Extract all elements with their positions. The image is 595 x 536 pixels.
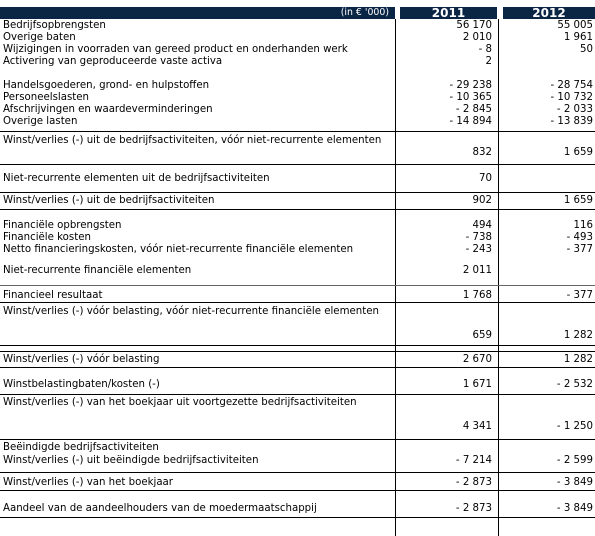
row-label: Bedrijfsopbrengsten <box>3 20 106 31</box>
row-label: Financiële opbrengsten <box>3 220 122 231</box>
row-label: Niet-recurrente financiële elementen <box>3 265 192 276</box>
row-label: Wijzigingen in voorraden van gereed product en onderhanden werk <box>3 44 348 55</box>
value-2012: - 3 849 <box>556 503 593 514</box>
year-2011-header: 2011 <box>400 7 497 19</box>
unit-header: (in € '000) <box>0 7 395 19</box>
value-2011: - 29 238 <box>449 80 492 91</box>
value-2011: - 14 894 <box>449 116 492 127</box>
value-2012: - 2 532 <box>556 379 593 390</box>
row-label: Overige lasten <box>3 116 78 127</box>
row-label: Handelsgoederen, grond- en hulpstoffen <box>3 80 210 91</box>
value-2011: - 7 214 <box>455 455 492 466</box>
value-2012: - 13 839 <box>550 116 593 127</box>
value-2012: 1 961 <box>563 32 593 43</box>
value-2012: - 377 <box>566 290 593 301</box>
value-2011: 2 010 <box>462 32 492 43</box>
row-divider <box>0 490 595 491</box>
value-2011: - 243 <box>465 244 492 255</box>
row-divider <box>0 131 595 132</box>
value-2012: 1 282 <box>563 354 593 365</box>
value-2011: 494 <box>472 220 492 231</box>
row-divider <box>0 439 595 440</box>
value-2011: 1 671 <box>462 379 492 390</box>
row-divider <box>0 345 595 346</box>
value-2012: 1 659 <box>563 147 593 158</box>
value-2012: - 10 732 <box>550 92 593 103</box>
row-label: Winst/verlies (-) van het boekjaar uit voortgezette bedrijfsactiviteiten <box>3 397 357 408</box>
value-2012: 55 005 <box>557 20 593 31</box>
value-2011: - 2 873 <box>455 477 492 488</box>
row-label: Overige baten <box>3 32 76 43</box>
value-2012: - 1 250 <box>556 421 593 432</box>
row-label: Beëindigde bedrijfsactiviteiten <box>3 442 159 453</box>
row-divider <box>0 164 595 165</box>
value-2012: - 28 754 <box>550 80 593 91</box>
value-2012: - 493 <box>566 232 593 243</box>
row-label: Winst/verlies (-) uit de bedrijfsactiviteiten <box>3 195 215 206</box>
row-label: Winst/verlies (-) vóór belasting <box>3 354 160 365</box>
value-2011: 4 341 <box>462 421 492 432</box>
column-separator <box>395 19 396 536</box>
value-2011: - 2 873 <box>455 503 492 514</box>
value-2011: - 738 <box>465 232 492 243</box>
value-2011: 2 011 <box>462 265 492 276</box>
value-2011: 2 <box>485 56 492 67</box>
value-2011: 56 170 <box>456 20 492 31</box>
row-label: Aandeel van de aandeelhouders van de moedermaatschappij <box>3 503 317 514</box>
row-label: Financiële kosten <box>3 232 91 243</box>
value-2011: - 8 <box>478 44 492 55</box>
value-2011: 1 768 <box>462 290 492 301</box>
row-divider <box>0 209 595 210</box>
row-divider <box>0 302 595 303</box>
row-divider <box>0 472 595 473</box>
row-label: Winstbelastingbaten/kosten (-) <box>3 379 160 390</box>
row-divider <box>0 351 595 352</box>
row-label: Afschrijvingen en waardeverminderingen <box>3 104 213 115</box>
column-separator <box>498 19 499 536</box>
value-2011: - 10 365 <box>449 92 492 103</box>
row-label: Personeelslasten <box>3 92 90 103</box>
row-divider <box>0 394 595 395</box>
value-2012: 1 282 <box>563 330 593 341</box>
row-divider <box>0 285 595 286</box>
value-2011: 2 670 <box>462 354 492 365</box>
value-2012: 1 659 <box>563 195 593 206</box>
row-label: Winst/verlies (-) van het boekjaar <box>3 477 173 488</box>
row-label: Netto financieringskosten, vóór niet-recurrente financiële elementen <box>3 244 354 255</box>
row-label: Financieel resultaat <box>3 290 103 301</box>
value-2012: - 2 033 <box>556 104 593 115</box>
row-label: Winst/verlies (-) uit beëindigde bedrijfsactiviteiten <box>3 455 259 466</box>
year-2012-header: 2012 <box>503 7 595 19</box>
value-2012: - 2 599 <box>556 455 593 466</box>
value-2011: 70 <box>479 173 492 184</box>
value-2011: - 2 845 <box>455 104 492 115</box>
row-divider <box>0 192 595 193</box>
row-label: Activering van geproduceerde vaste activa <box>3 56 223 67</box>
value-2012: - 3 849 <box>556 477 593 488</box>
value-2011: 659 <box>472 330 492 341</box>
value-2012: 50 <box>580 44 593 55</box>
row-divider <box>0 517 595 518</box>
value-2012: - 377 <box>566 244 593 255</box>
value-2011: 832 <box>472 147 492 158</box>
row-label: Winst/verlies (-) uit de bedrijfsactiviteiten, vóór niet-recurrente elementen <box>3 135 382 146</box>
value-2012: 116 <box>573 220 593 231</box>
value-2011: 902 <box>472 195 492 206</box>
row-label: Winst/verlies (-) vóór belasting, vóór niet-recurrente financiële elementen <box>3 306 379 317</box>
row-divider <box>0 367 595 368</box>
row-label: Niet-recurrente elementen uit de bedrijfsactiviteiten <box>3 173 270 184</box>
